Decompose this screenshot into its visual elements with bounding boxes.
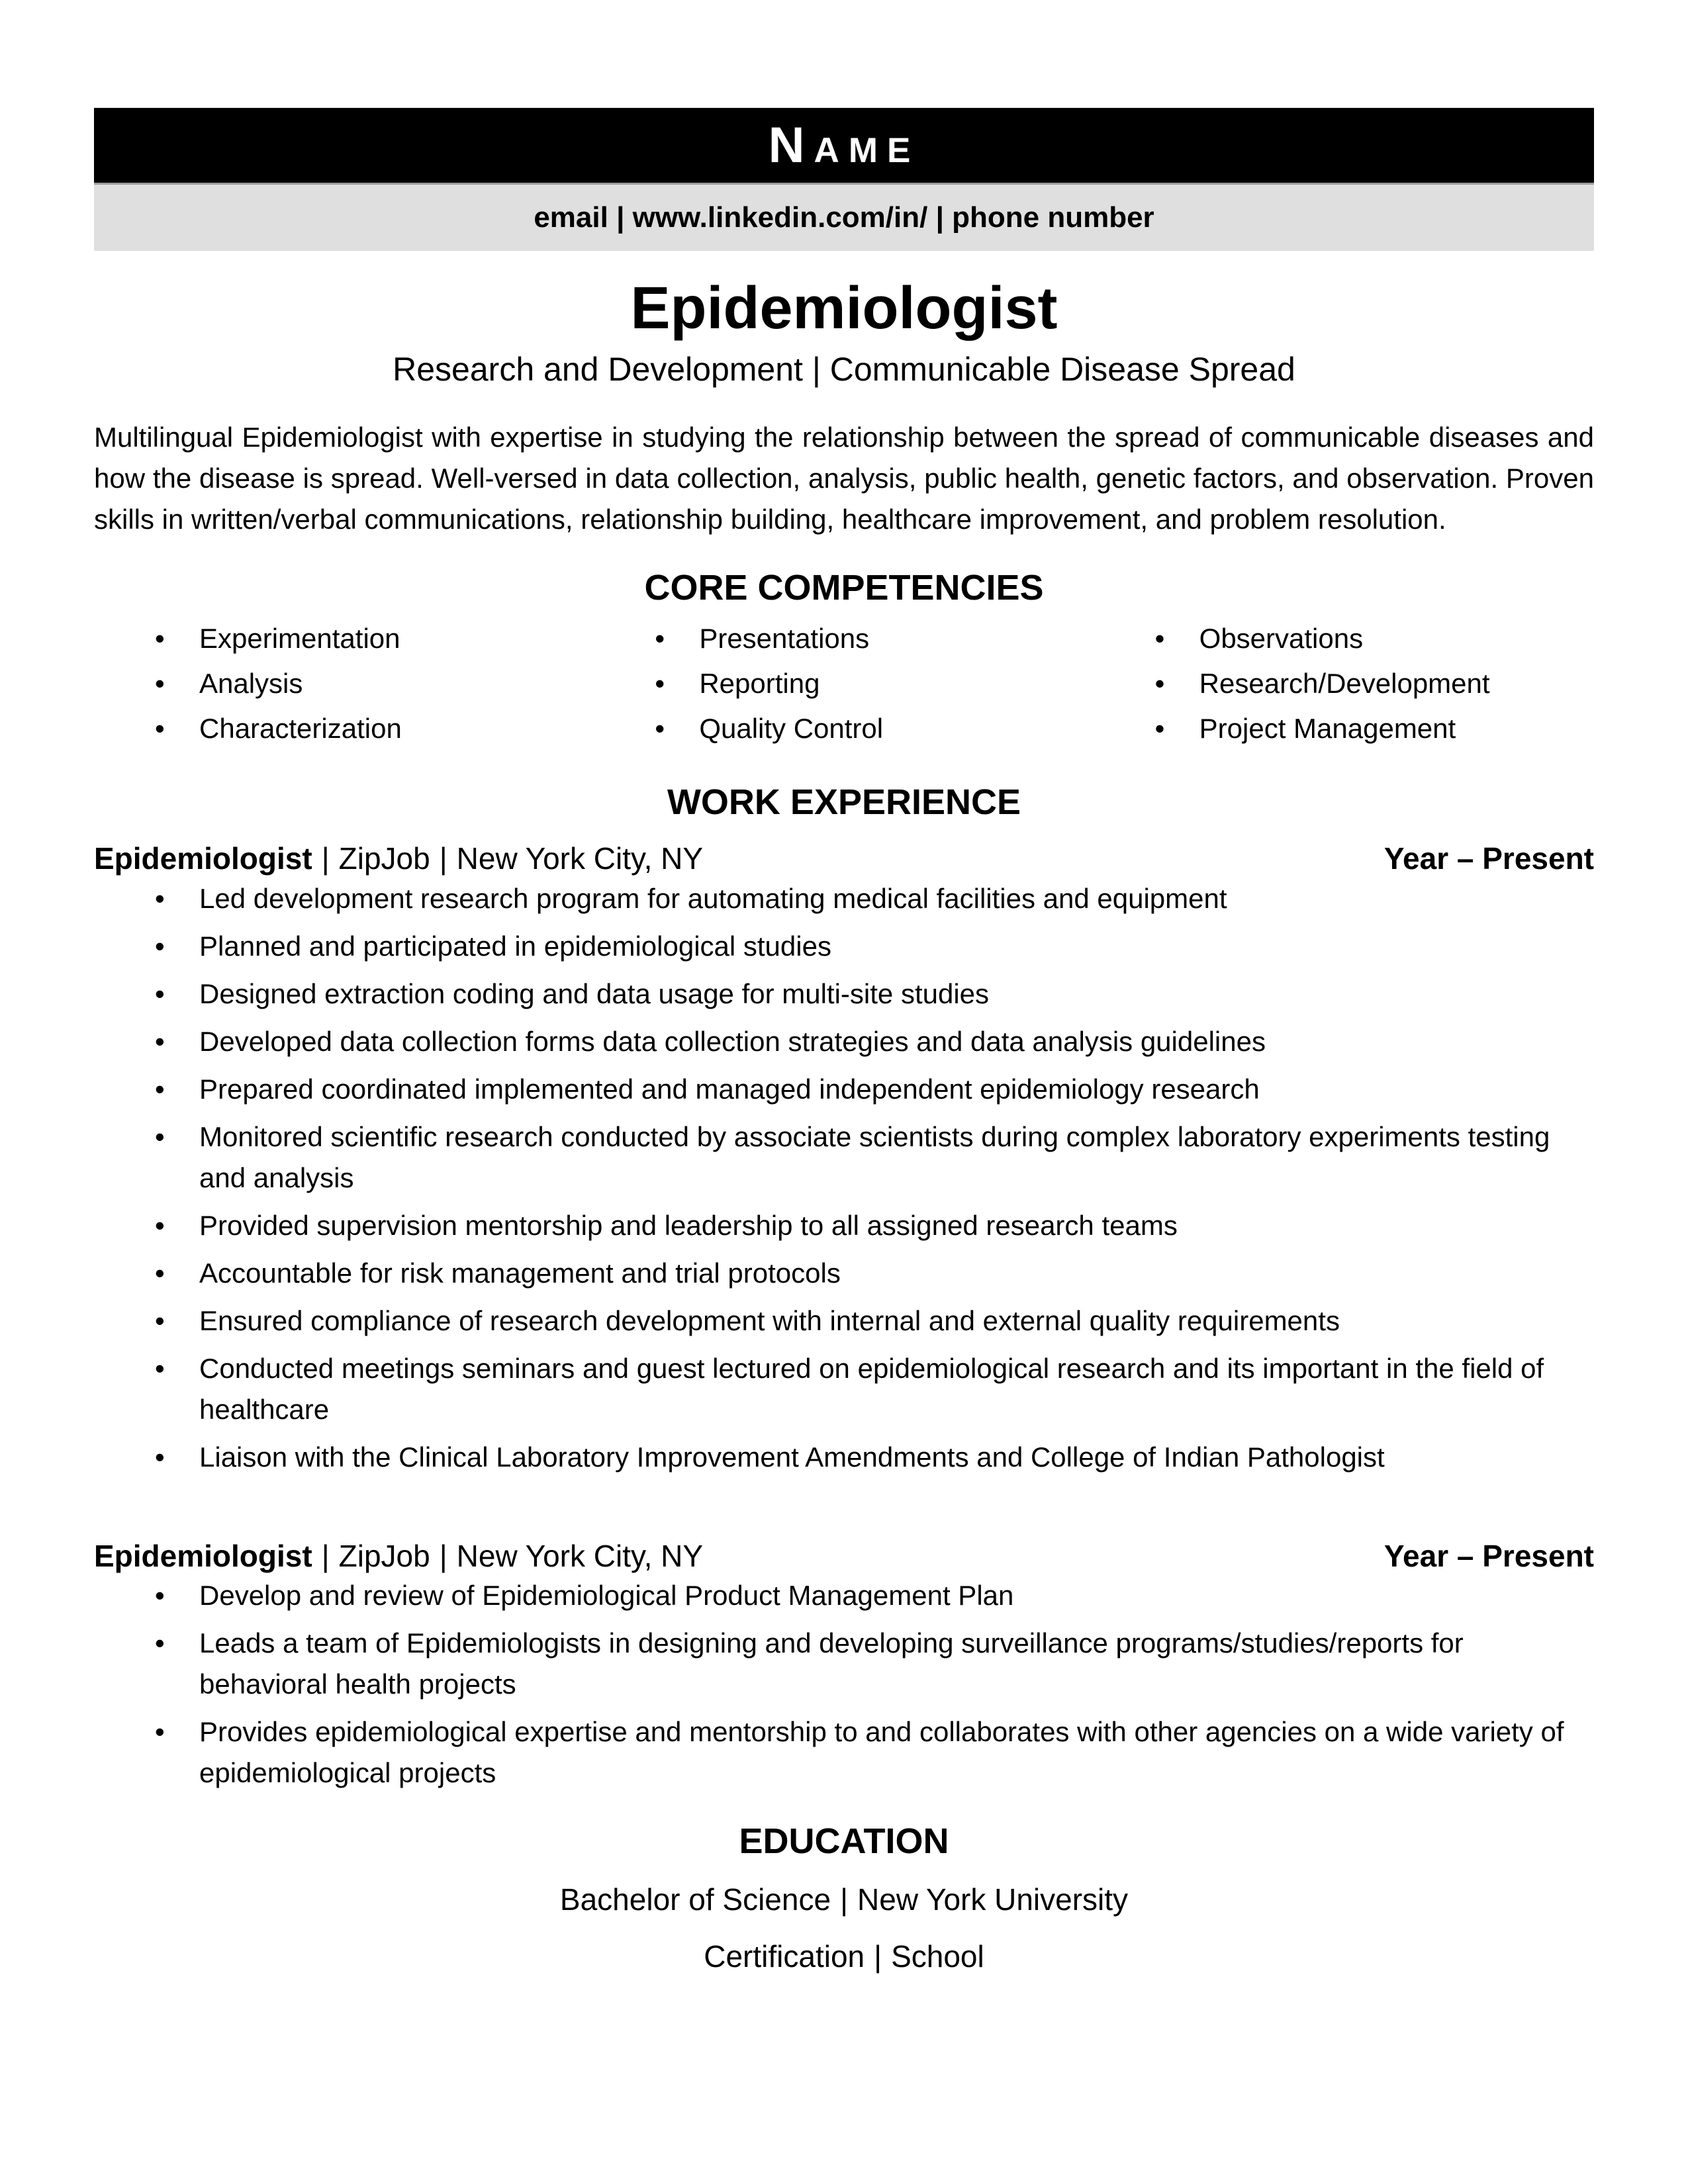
core-competencies-grid	[94, 619, 1594, 754]
competency-label: Characterization	[199, 713, 402, 745]
bullet-icon	[155, 878, 199, 919]
competency-item	[1094, 709, 1594, 748]
bullet-icon	[155, 1623, 199, 1705]
job-bullet	[94, 1575, 1594, 1616]
job-bullet-text: Leads a team of Epidemiologists in designing and developing surveillance programs/studies/reports for behavioral health projects	[199, 1627, 1464, 1700]
job-bullet	[94, 1711, 1594, 1794]
job-title: Epidemiologist	[94, 1538, 312, 1573]
job-bullet-text: Liaison with the Clinical Laboratory Improvement Amendments and College of Indian Pathologist	[199, 1441, 1385, 1473]
job-bullet-list-2	[94, 1575, 1594, 1794]
job-bullet	[94, 1069, 1594, 1110]
section-heading-work-experience: WORK EXPERIENCE	[667, 782, 1021, 823]
competency-column-3	[1094, 619, 1594, 754]
education-school: New York University	[857, 1882, 1129, 1917]
competency-item	[94, 664, 594, 703]
competency-label: Research/Development	[1199, 668, 1490, 700]
competency-label: Reporting	[699, 668, 820, 700]
job-bullet-text: Provided supervision mentorship and leadership to all assigned research teams	[199, 1209, 1178, 1241]
job-location: New York City, NY	[456, 1538, 704, 1573]
job-bullet	[94, 1253, 1594, 1294]
job-dates: Year – Present	[1383, 841, 1594, 876]
job-bullet-text: Led development research program for automating medical facilities and equipment	[199, 882, 1227, 914]
job-bullet	[94, 878, 1594, 919]
page-title: Epidemiologist	[630, 275, 1058, 341]
separator: |	[874, 1938, 882, 1974]
competency-label: Quality Control	[699, 713, 884, 745]
job-bullet	[94, 1021, 1594, 1062]
bullet-icon	[155, 1575, 199, 1616]
bullet-icon	[155, 1205, 199, 1246]
job-bullet-text: Conducted meetings seminars and guest lectured on epidemiological research and its important in the field of healthcare	[199, 1352, 1544, 1425]
job-bullet-text: Developed data collection forms data collection strategies and data analysis guidelines	[199, 1025, 1266, 1057]
competency-column-1	[94, 619, 594, 754]
job-dates: Year – Present	[1383, 1538, 1594, 1573]
bullet-icon	[655, 664, 699, 703]
bullet-icon	[155, 1348, 199, 1430]
job-bullet	[94, 1116, 1594, 1199]
job-header-1	[94, 840, 1594, 878]
job-bullet-text: Prepared coordinated implemented and managed independent epidemiology research	[199, 1073, 1260, 1105]
competency-item	[94, 619, 594, 658]
job-header-2	[94, 1537, 1594, 1576]
bullet-icon	[155, 709, 199, 748]
job-bullet	[94, 1437, 1594, 1478]
competency-label: Experimentation	[199, 623, 400, 655]
spacer	[94, 1484, 1594, 1522]
bullet-icon	[1155, 619, 1199, 658]
bullet-icon	[655, 709, 699, 748]
bullet-icon	[655, 619, 699, 658]
job-bullet-text: Designed extraction coding and data usage for multi-site studies	[199, 978, 990, 1009]
job-bullet-text: Ensured compliance of research development with internal and external quality requirements	[199, 1304, 1340, 1336]
bullet-icon	[155, 1253, 199, 1294]
competency-label: Presentations	[699, 623, 870, 655]
job-bullet-list-1	[94, 878, 1594, 1478]
bullet-icon	[155, 974, 199, 1015]
job-title-line	[94, 840, 703, 878]
section-heading-core-competencies: CORE COMPETENCIES	[644, 567, 1044, 608]
contact-info: email | www.linkedin.com/in/ | phone number	[534, 201, 1154, 234]
job-bullet-text: Monitored scientific research conducted by associate scientists during complex laboratory experiments testing and analysis	[199, 1120, 1550, 1193]
page-subtitle: Research and Development | Communicable Disease Spread	[393, 350, 1295, 388]
education-school: School	[891, 1938, 984, 1974]
competency-label: Analysis	[199, 668, 303, 700]
job-bullet	[94, 1300, 1594, 1342]
job-bullet	[94, 1205, 1594, 1246]
competency-label: Project Management	[1199, 713, 1456, 745]
competency-item	[594, 664, 1094, 703]
bullet-icon	[155, 1711, 199, 1794]
job-bullet-text: Accountable for risk management and trial protocols	[199, 1257, 841, 1289]
competency-item	[94, 709, 594, 748]
name-banner	[94, 108, 1594, 183]
section-heading-education: EDUCATION	[739, 1821, 949, 1862]
competency-label: Observations	[1199, 623, 1364, 655]
bullet-icon	[155, 1116, 199, 1199]
education-degree: Bachelor of Science	[559, 1882, 831, 1917]
bullet-icon	[155, 619, 199, 658]
competency-item	[1094, 664, 1594, 703]
bullet-icon	[155, 1437, 199, 1478]
bullet-icon	[155, 664, 199, 703]
job-bullet	[94, 1348, 1594, 1430]
competency-item	[1094, 619, 1594, 658]
job-title: Epidemiologist	[94, 841, 312, 876]
job-bullet	[94, 1623, 1594, 1705]
education-degree: Certification	[704, 1938, 865, 1974]
job-bullet	[94, 926, 1594, 967]
competency-item	[594, 709, 1094, 748]
competency-column-2	[594, 619, 1094, 754]
competency-item	[594, 619, 1094, 658]
separator: |	[321, 1538, 330, 1573]
job-bullet-text: Planned and participated in epidemiological studies	[199, 930, 831, 962]
separator: |	[439, 1538, 447, 1573]
contact-banner	[94, 183, 1594, 251]
separator: |	[840, 1882, 849, 1917]
separator: |	[439, 841, 447, 876]
candidate-name: Name	[768, 116, 920, 173]
job-bullet-text: Develop and review of Epidemiological Product Management Plan	[199, 1580, 1014, 1612]
job-company: ZipJob	[338, 1538, 430, 1573]
bullet-icon	[155, 1069, 199, 1110]
bullet-icon	[155, 1300, 199, 1342]
job-title-line	[94, 1537, 703, 1576]
bullet-icon	[1155, 709, 1199, 748]
bullet-icon	[1155, 664, 1199, 703]
job-company: ZipJob	[338, 841, 430, 876]
separator: |	[321, 841, 330, 876]
job-bullet	[94, 974, 1594, 1015]
education-entry-2	[94, 1937, 1594, 1977]
job-location: New York City, NY	[456, 841, 704, 876]
education-entry-1	[94, 1880, 1594, 1920]
bullet-icon	[155, 926, 199, 967]
bullet-icon	[155, 1021, 199, 1062]
job-bullet-text: Provides epidemiological expertise and mentorship to and collaborates with other agencies on a wide variety of epidemiological projects	[199, 1716, 1564, 1789]
professional-summary: Multilingual Epidemiologist with expertise in studying the relationship between the spread of communicable diseases and how the disease is spread. Well-versed in data collection, analysis, public health, genetic factors, and observation. Proven skills in written/verbal communications, relationship building, healthcare improvement, and problem resolution.	[94, 421, 1594, 535]
